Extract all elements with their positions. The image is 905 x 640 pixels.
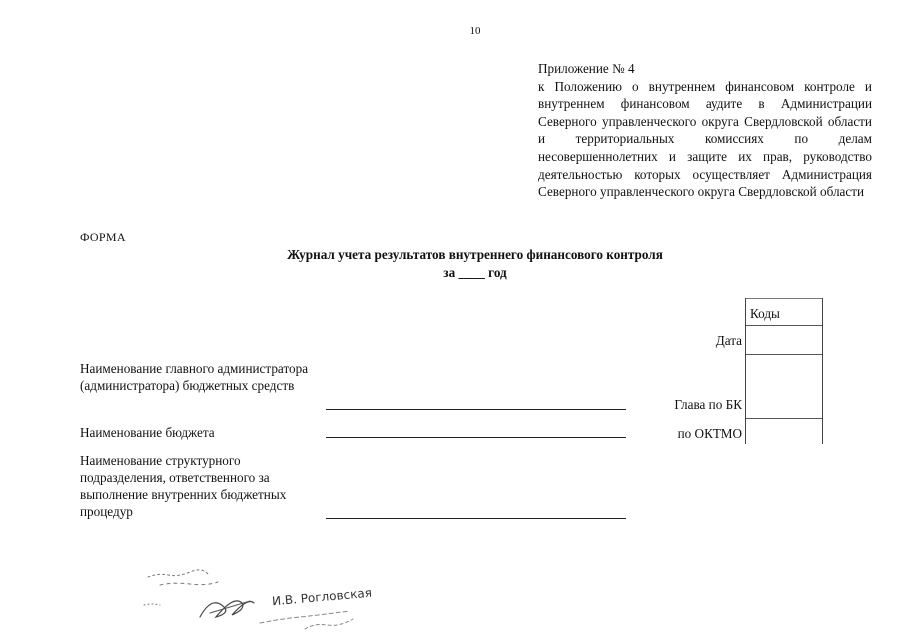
code-cell-chapter[interactable]	[746, 354, 822, 419]
form-label: ФОРМА	[80, 230, 126, 244]
journal-title: Журнал учета результатов внутреннего финансового контроля	[287, 247, 663, 262]
field-line-admin[interactable]	[326, 409, 626, 410]
codes-table	[745, 298, 823, 444]
field-label-admin: Наименование главного администратора (администратора) бюджетных средств	[80, 361, 309, 393]
journal-heading	[0, 246, 905, 282]
signature-name: И.В. Рогловская	[271, 585, 373, 609]
field-line-division[interactable]	[326, 518, 626, 519]
appendix-block	[538, 60, 872, 201]
code-cell-date[interactable]	[746, 326, 822, 355]
page-number: 10	[469, 25, 481, 37]
appendix-title: Приложение № 4	[538, 61, 635, 76]
code-label-chapter: Глава по БК	[674, 397, 742, 412]
field-line-budget[interactable]	[326, 437, 626, 438]
field-label-division: Наименование структурного подразделения, ответственного за выполнение внутренних бюджетных процедур	[80, 453, 287, 519]
appendix-text: к Положению о внутреннем финансовом контроле и внутреннем финансовом аудите в Администрации Северного управленческого округа Свердловской области и территориальных комиссиях по делам несовершеннолетних и защите их прав, руководство деятельностью которых осуществляет Администрация Северного управленческого округа Свердловской области	[538, 78, 872, 200]
field-label-budget: Наименование бюджета	[80, 425, 215, 440]
code-label-oktmo: по ОКТМО	[677, 426, 742, 441]
code-cell-oktmo[interactable]	[746, 418, 822, 444]
code-label-date: Дата	[715, 333, 742, 348]
codes-header: Коды	[746, 298, 822, 326]
journal-year-line: за ____ год	[443, 265, 507, 280]
